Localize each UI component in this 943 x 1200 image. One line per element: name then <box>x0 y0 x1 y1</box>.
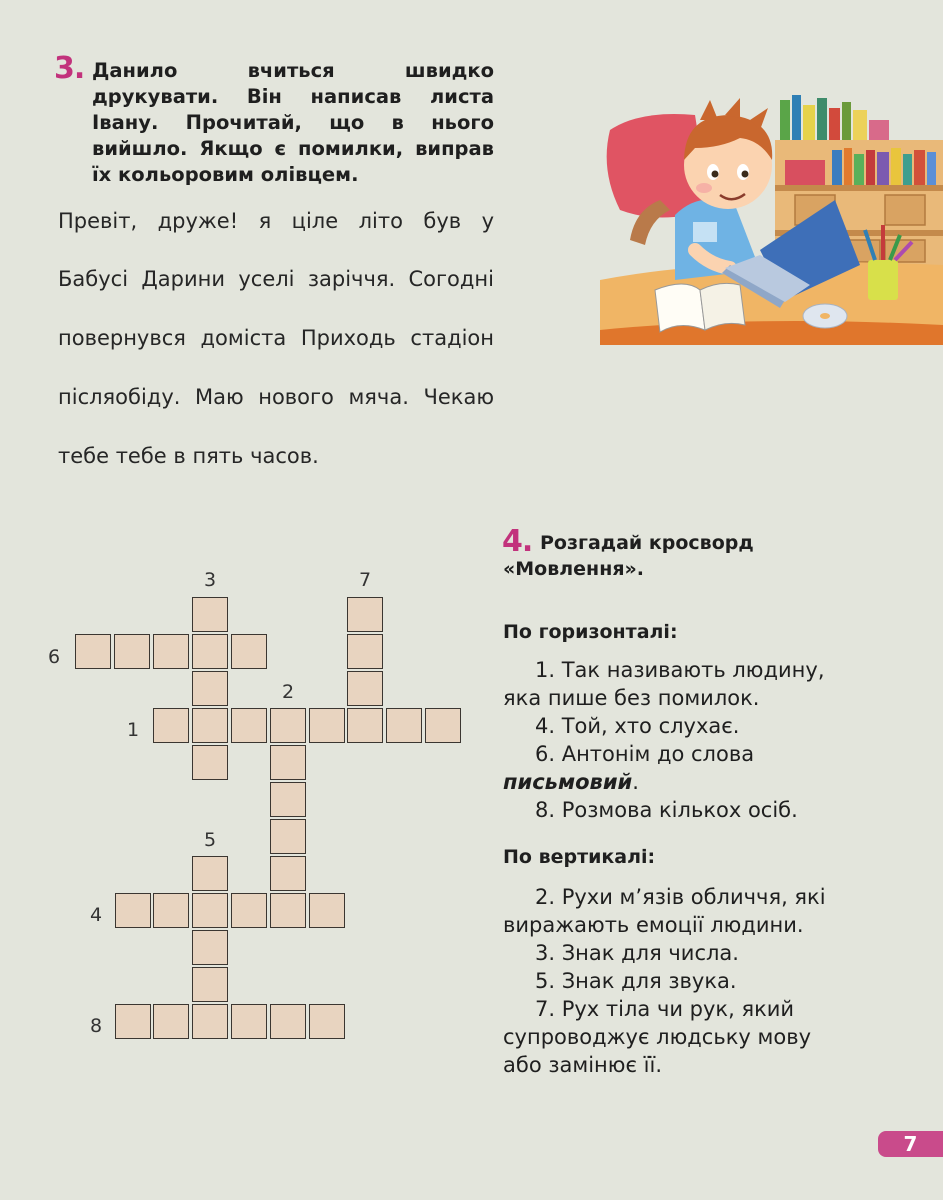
crossword-cell[interactable] <box>270 708 306 743</box>
crossword-number-8: 8 <box>90 1015 103 1037</box>
task-3-instruction: Данило вчиться швидко друкувати. Він написав листа Івану. Прочитай, що в нього вийшло. Якщо є помилки, виправ їх кольоровим олівцем. <box>92 59 494 186</box>
crossword-cell[interactable] <box>192 967 228 1002</box>
crossword-cell[interactable] <box>192 893 228 928</box>
crossword-number-3: 3 <box>204 569 217 591</box>
task-3-number: 3. <box>54 51 85 86</box>
vertical-header: По вертикалі: <box>503 846 656 868</box>
crossword-number-7: 7 <box>359 569 372 591</box>
page-number: 7 <box>878 1131 943 1157</box>
clue-v3: 3. Знак для числа. <box>535 941 739 965</box>
clue-h6-end: . <box>632 770 639 794</box>
crossword-cell[interactable] <box>115 893 151 928</box>
crossword-cell[interactable] <box>270 856 306 891</box>
crossword-cell[interactable] <box>192 930 228 965</box>
clue-h1: 1. Так називають людину, <box>535 658 825 682</box>
crossword-cell[interactable] <box>231 1004 267 1039</box>
boy-at-laptop-illustration <box>600 90 943 345</box>
crossword-number-1: 1 <box>127 719 140 741</box>
clue-h8: 8. Розмова кількох осіб. <box>535 798 798 822</box>
clue-v2-cont: виражають емоції людини. <box>503 913 804 937</box>
clue-h6: 6. Антонім до слова <box>535 742 755 766</box>
crossword-cell[interactable] <box>347 708 383 743</box>
crossword-cell[interactable] <box>347 671 383 706</box>
crossword-cell[interactable] <box>309 1004 345 1039</box>
task-4-title-line-1: Розгадай кросворд <box>540 532 754 554</box>
crossword-cell[interactable] <box>231 708 267 743</box>
crossword-cell[interactable] <box>192 597 228 632</box>
crossword-cell[interactable] <box>270 819 306 854</box>
crossword-cell[interactable] <box>231 634 267 669</box>
crossword-cell[interactable] <box>347 634 383 669</box>
crossword-cell[interactable] <box>75 634 111 669</box>
task-4-number: 4. <box>502 524 533 559</box>
crossword-number-6: 6 <box>48 646 61 668</box>
clue-v7-cont: супроводжує людську мову <box>503 1025 811 1049</box>
crossword-cell[interactable] <box>270 782 306 817</box>
letter-line-2: Бабусі Дарини уселі заріччя. Согодні <box>58 267 494 291</box>
crossword-cell[interactable] <box>153 1004 189 1039</box>
crossword-cell[interactable] <box>347 597 383 632</box>
crossword-cell[interactable] <box>153 708 189 743</box>
clue-h6-cont <box>503 768 853 796</box>
clue-h6-italic-word: письмовий <box>503 770 633 794</box>
crossword-cell[interactable] <box>153 893 189 928</box>
crossword-number-2: 2 <box>282 681 295 703</box>
letter-line-4: післяобіду. Маю нового мяча. Чекаю <box>58 385 494 409</box>
crossword-cell[interactable] <box>192 745 228 780</box>
crossword-cell[interactable] <box>153 634 189 669</box>
crossword-cell[interactable] <box>192 856 228 891</box>
crossword-cell[interactable] <box>309 708 345 743</box>
crossword-cell[interactable] <box>115 1004 151 1039</box>
crossword-cell[interactable] <box>270 1004 306 1039</box>
crossword-cell[interactable] <box>192 708 228 743</box>
clue-h4: 4. Той, хто слухає. <box>535 714 740 738</box>
crossword-cell[interactable] <box>309 893 345 928</box>
crossword-cell[interactable] <box>386 708 422 743</box>
crossword-number-5: 5 <box>204 829 217 851</box>
crossword-cell[interactable] <box>114 634 150 669</box>
crossword-cell[interactable] <box>270 745 306 780</box>
task-4-title <box>540 530 754 556</box>
task-4-title-line-2: «Мовлення». <box>503 558 645 580</box>
letter-line-3: повернувся доміста Приходь стадіон <box>58 326 494 350</box>
clue-v5: 5. Знак для звука. <box>535 969 737 993</box>
crossword-cell[interactable] <box>231 893 267 928</box>
horizontal-header: По горизонталі: <box>503 621 678 643</box>
clue-v2: 2. Рухи м’язів обличчя, які <box>535 885 826 909</box>
clue-h1-cont: яка пише без помилок. <box>503 686 760 710</box>
crossword-cell[interactable] <box>425 708 461 743</box>
letter-line-5: тебе тебе в пять часов. <box>58 444 319 468</box>
letter-line-1: Превіт, друже! я ціле літо був у <box>58 209 494 233</box>
crossword-cell[interactable] <box>270 893 306 928</box>
crossword-cell[interactable] <box>192 671 228 706</box>
crossword-number-4: 4 <box>90 904 103 926</box>
clue-v7-cont-2: або замінює її. <box>503 1053 663 1077</box>
crossword-cell[interactable] <box>192 634 228 669</box>
crossword-cell[interactable] <box>192 1004 228 1039</box>
clue-v7: 7. Рух тіла чи рук, який <box>535 997 795 1021</box>
